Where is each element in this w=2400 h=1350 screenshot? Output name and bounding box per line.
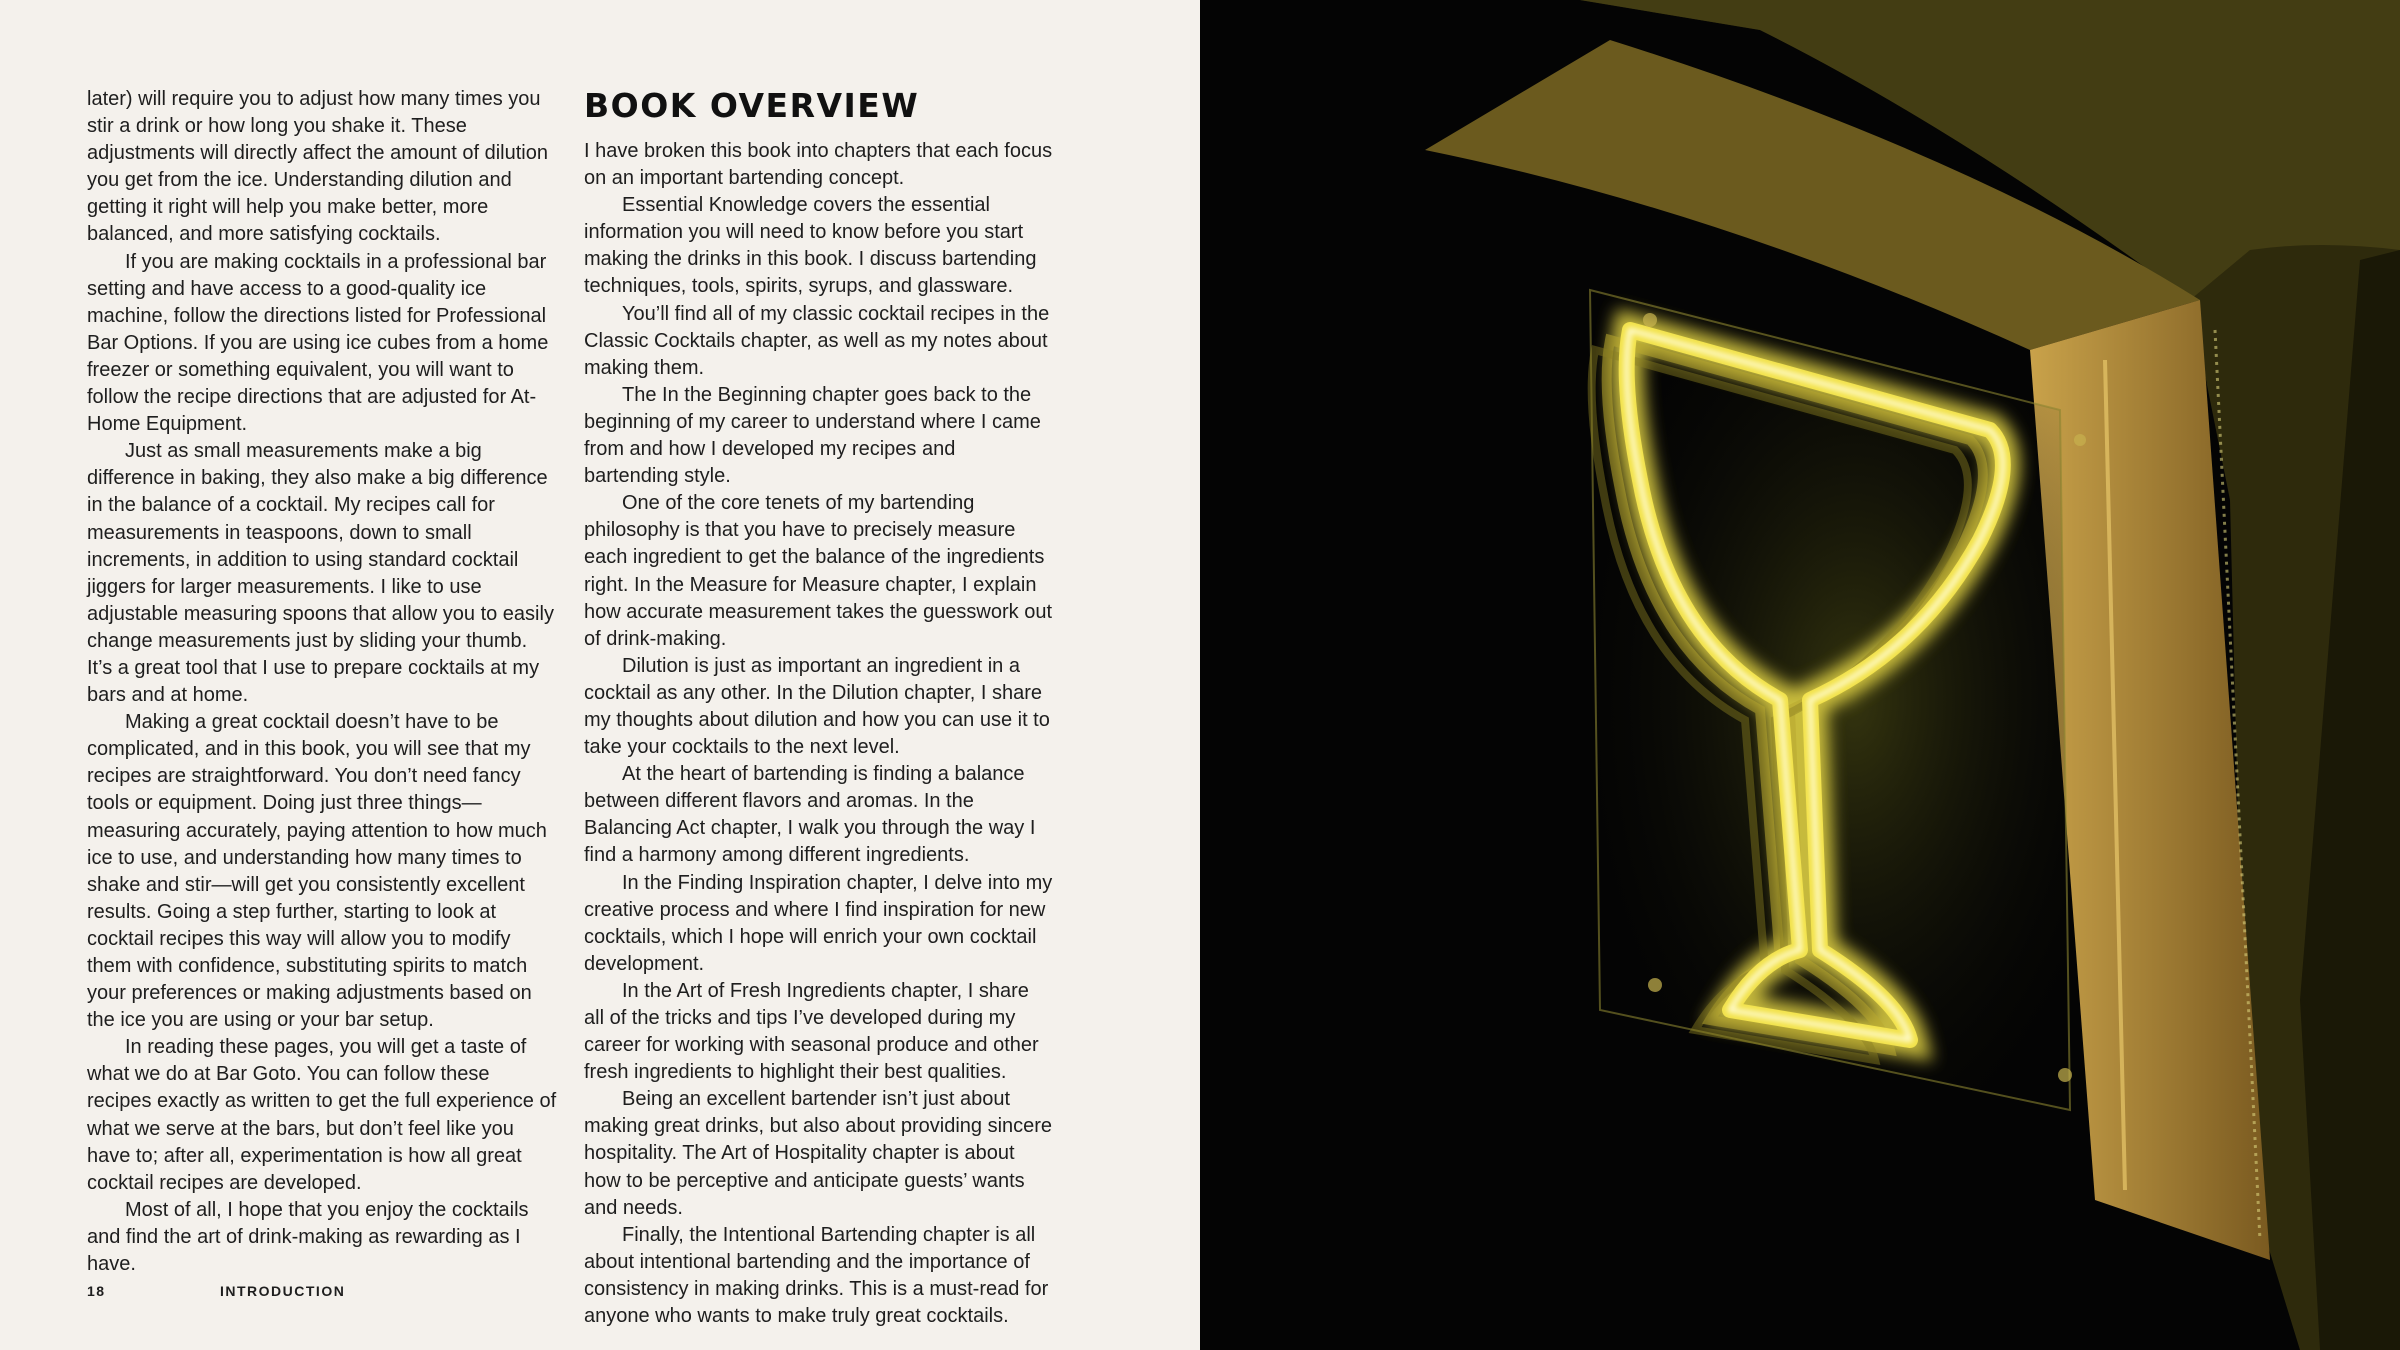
paragraph: Finally, the Intentional Bartending chapter is all about intentional bartending and the importance of consistency in making drinks. This is a must-read for anyone who wants to make truly great cocktails.	[584, 1223, 1049, 1328]
paragraph: At the heart of bartending is finding a balance between different flavors and aromas. In the Balancing Act chapter, I walk you through the way I find a harmony among different ingredients.	[584, 763, 1036, 867]
paragraph: Making a great cocktail doesn’t have to be complicated, and in this book, you will see that my recipes are straightforward. You don’t need fancy tools or equipment. Doing just three things—measuring accurately, paying attention to how much ice to use, and understanding how many times to shake and stir—will get you consistently excellent results. Going a step further, starting to look at cocktail recipes this way will allow you to modify them with confidence, substituting spirits to match your preferences or making adjustments based on the ice you are using or your bar setup.	[87, 711, 547, 1032]
mount-screw	[2058, 1068, 2072, 1082]
right-column	[584, 86, 1054, 1330]
paragraph: I have broken this book into chapters that each focus on an important bartending concept.	[584, 140, 1053, 190]
neon-sign-illustration	[1200, 0, 2400, 1350]
paragraph: In the Finding Inspiration chapter, I delve into my creative process and where I find inspiration for new cocktails, which I hope will enrich your own cocktail development.	[584, 871, 1053, 975]
paragraph: Dilution is just as important an ingredient in a cocktail as any other. In the Dilution chapter, I share my thoughts about dilution and how you can use it to take your cocktails to the next level.	[584, 654, 1050, 759]
neon-cocktail-photo	[1200, 0, 2400, 1350]
paragraph: Essential Knowledge covers the essential information you will need to know before you start making the drinks in this book. I discuss bartending techniques, tools, spirits, syrups, and glassware.	[584, 194, 1037, 298]
section-heading: BOOK OVERVIEW	[584, 86, 920, 125]
left-column	[87, 86, 557, 1278]
paragraph: Just as small measurements make a big difference in baking, they also make a big difference in the balance of a cocktail. My recipes call for measurements in teaspoons, down to small increments, in addition to using standard cocktail jiggers for larger measurements. I like to use adjustable measuring spoons that allow you to easily change measurements just by sliding your thumb. It’s a great tool that I use to prepare cocktails at my bars and at home.	[87, 440, 554, 707]
paragraph: If you are making cocktails in a professional bar setting and have access to a good-quality ice machine, follow the directions listed for Professional Bar Options. If you are using ice cubes from a home freezer or something equivalent, you will want to follow the recipe directions that are adjusted for At-Home Equipment.	[87, 250, 549, 436]
paragraph: In the Art of Fresh Ingredients chapter, I share all of the tricks and tips I’ve developed during my career for working with seasonal produce and other fresh ingredients to highlight their best qualities.	[584, 979, 1039, 1084]
mount-screw	[2074, 434, 2086, 446]
paragraph: One of the core tenets of my bartending philosophy is that you have to precisely measure each ingredient to get the balance of the ingredients right. In the Measure for Measure chapter, I explain how accurate measurement takes the guesswork out of drink-making.	[584, 492, 1053, 650]
paragraph: Most of all, I hope that you enjoy the cocktails and find the art of drink-making as rewarding as I have.	[87, 1198, 529, 1276]
running-footer-section: INTRODUCTION	[220, 1283, 346, 1299]
page-number: 18	[87, 1283, 106, 1299]
mount-screw	[1643, 313, 1657, 327]
paragraph: The In the Beginning chapter goes back to the beginning of my career to understand where I came from and how I developed my recipes and bartending style.	[584, 383, 1041, 488]
paragraph: later) will require you to adjust how many times you stir a drink or how long you shake it. These adjustments will directly affect the amount of dilution you get from the ice. Understanding dilution and getting it right will help you make better, more balanced, and more satisfying cocktails.	[87, 88, 548, 246]
mount-screw	[1648, 978, 1662, 992]
paragraph: Being an excellent bartender isn’t just about making great drinks, but also about providing sincere hospitality. The Art of Hospitality chapter is about how to be perceptive and anticipate guests’ wants and needs.	[584, 1088, 1053, 1219]
paragraph: You’ll find all of my classic cocktail recipes in the Classic Cocktails chapter, as well as my notes about making them.	[584, 302, 1050, 379]
paragraph: In reading these pages, you will get a taste of what we do at Bar Goto. You can follow these recipes exactly as written to get the full experience of what we serve at the bars, but don’t feel like you have to; after all, experimentation is how all great cocktail recipes are developed.	[87, 1036, 557, 1194]
